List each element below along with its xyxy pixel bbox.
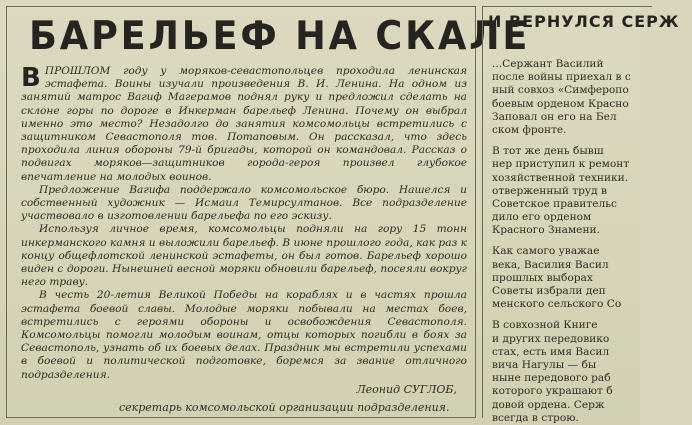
side-article-line: и других передовико (492, 332, 610, 345)
side-article-line: дило его орденом (492, 211, 592, 224)
side-article-line: нер приступил к ремонт (492, 158, 630, 171)
side-article-line: Красного Знамени. (492, 224, 600, 237)
author-name: Леонид СУГЛОБ, (356, 383, 457, 396)
side-article-line: боевым орденом Красно (492, 97, 629, 110)
article-paragraph-4: В честь 20-летия Великой Победы на кораблях и в частях прошла эстафета боевой славы. Молодые моряки побывали на местах боев, встретились с героями обороны и освобождения Севастополя. Комсомольцы помогли молодым воинам, отцы которых погибли в боях за Севастополь, узнать об их боевых делах. Праздник мы встретили успехами в боевой и политической подготовке, боремся за звание отличного подразделения. (21, 289, 467, 381)
side-article-line: менского сельского Со (492, 298, 622, 311)
side-article-line: Заповал он его на Бел (492, 110, 617, 123)
drop-cap: В (21, 63, 41, 93)
side-article-body (492, 58, 692, 425)
side-article (482, 0, 680, 425)
side-article-line: ...Сержант Василий (492, 58, 604, 70)
side-article-line (492, 137, 692, 145)
article-paragraph-1 (21, 65, 467, 184)
side-article-line: века, Василия Васил (492, 258, 609, 271)
side-article-line: довой ордена. Серж (492, 398, 605, 411)
article-paragraph-3: Используя личное время, комсомольцы подняли на гору 15 тонн инкерманского камня и выложили барельеф. В июне прошлого года, как раз к концу общефлотской ленинской эстафеты, он был готов. Барельеф хорошо виден с дороги. Нынешней весной моряки обновили барельеф, посеяли вокруг него траву. (21, 223, 467, 289)
article-paragraph-2: Предложение Вагифа поддержало комсомольское бюро. Нашелся и собственный художник — Исмаил Темирсултанов. Все подразделение участвовало в изготовлении барельефа по его эскизу. (21, 183, 467, 223)
side-article-line: после войны приехал в с (492, 71, 631, 84)
author-title: секретарь комсомольской организации подразделения. (119, 401, 450, 414)
side-article-line: которого украшают б (492, 385, 613, 398)
side-article-line (492, 237, 692, 245)
side-article-line: Советы избрали деп (492, 285, 606, 297)
side-article-headline: И ВЕРНУЛСЯ СЕРЖ (488, 12, 680, 31)
side-article-line: хозяйственной техники. (492, 171, 629, 184)
side-article-line: прошлых выборах (492, 271, 593, 284)
side-article-line: Как самого уважае (492, 245, 600, 258)
article-headline: БАРЕЛЬЕФ НА СКАЛЕ (29, 14, 531, 59)
side-article-line: ском фронте. (492, 123, 567, 136)
side-article-line: ныне передового раб (492, 372, 611, 385)
article-body (21, 65, 467, 382)
side-article-line: ный совхоз «Симферопо (492, 84, 629, 97)
paragraph-text: ПРОШЛОМ году у моряков-севастопольцев проходила ленинская эстафета. Воины изучали произведения В. И. Ленина. На одном из занятий матрос Вагиф Магерамов поднял руку и предложил сделать на склоне горы по дороге в Инкерман барельеф Ленина. Почему он выбрал именно это место? Незадолго до занятия комсомольцы встретились с защитником Севастополя тов. Потаповым. Он рассказал, что здесь проходила линия обороны 79-й бригады, которой он командовал. Рассказ о подвигах моряков—защитников города-героя произвел глубокое впечатление на молодых воинов. (21, 65, 467, 183)
side-article-line: отверженный труд в (492, 184, 607, 197)
side-article-line: стах, есть имя Васил (492, 345, 610, 358)
side-article-line: вича Нагулы — бы (492, 358, 597, 371)
side-article-line (492, 311, 692, 319)
side-article-line: В совхозной Книге (492, 319, 598, 332)
side-article-line: В тот же день бывш (492, 145, 604, 158)
side-article-line: Советское правительс (492, 197, 617, 210)
side-article-line: всегда в строю. (492, 411, 579, 424)
